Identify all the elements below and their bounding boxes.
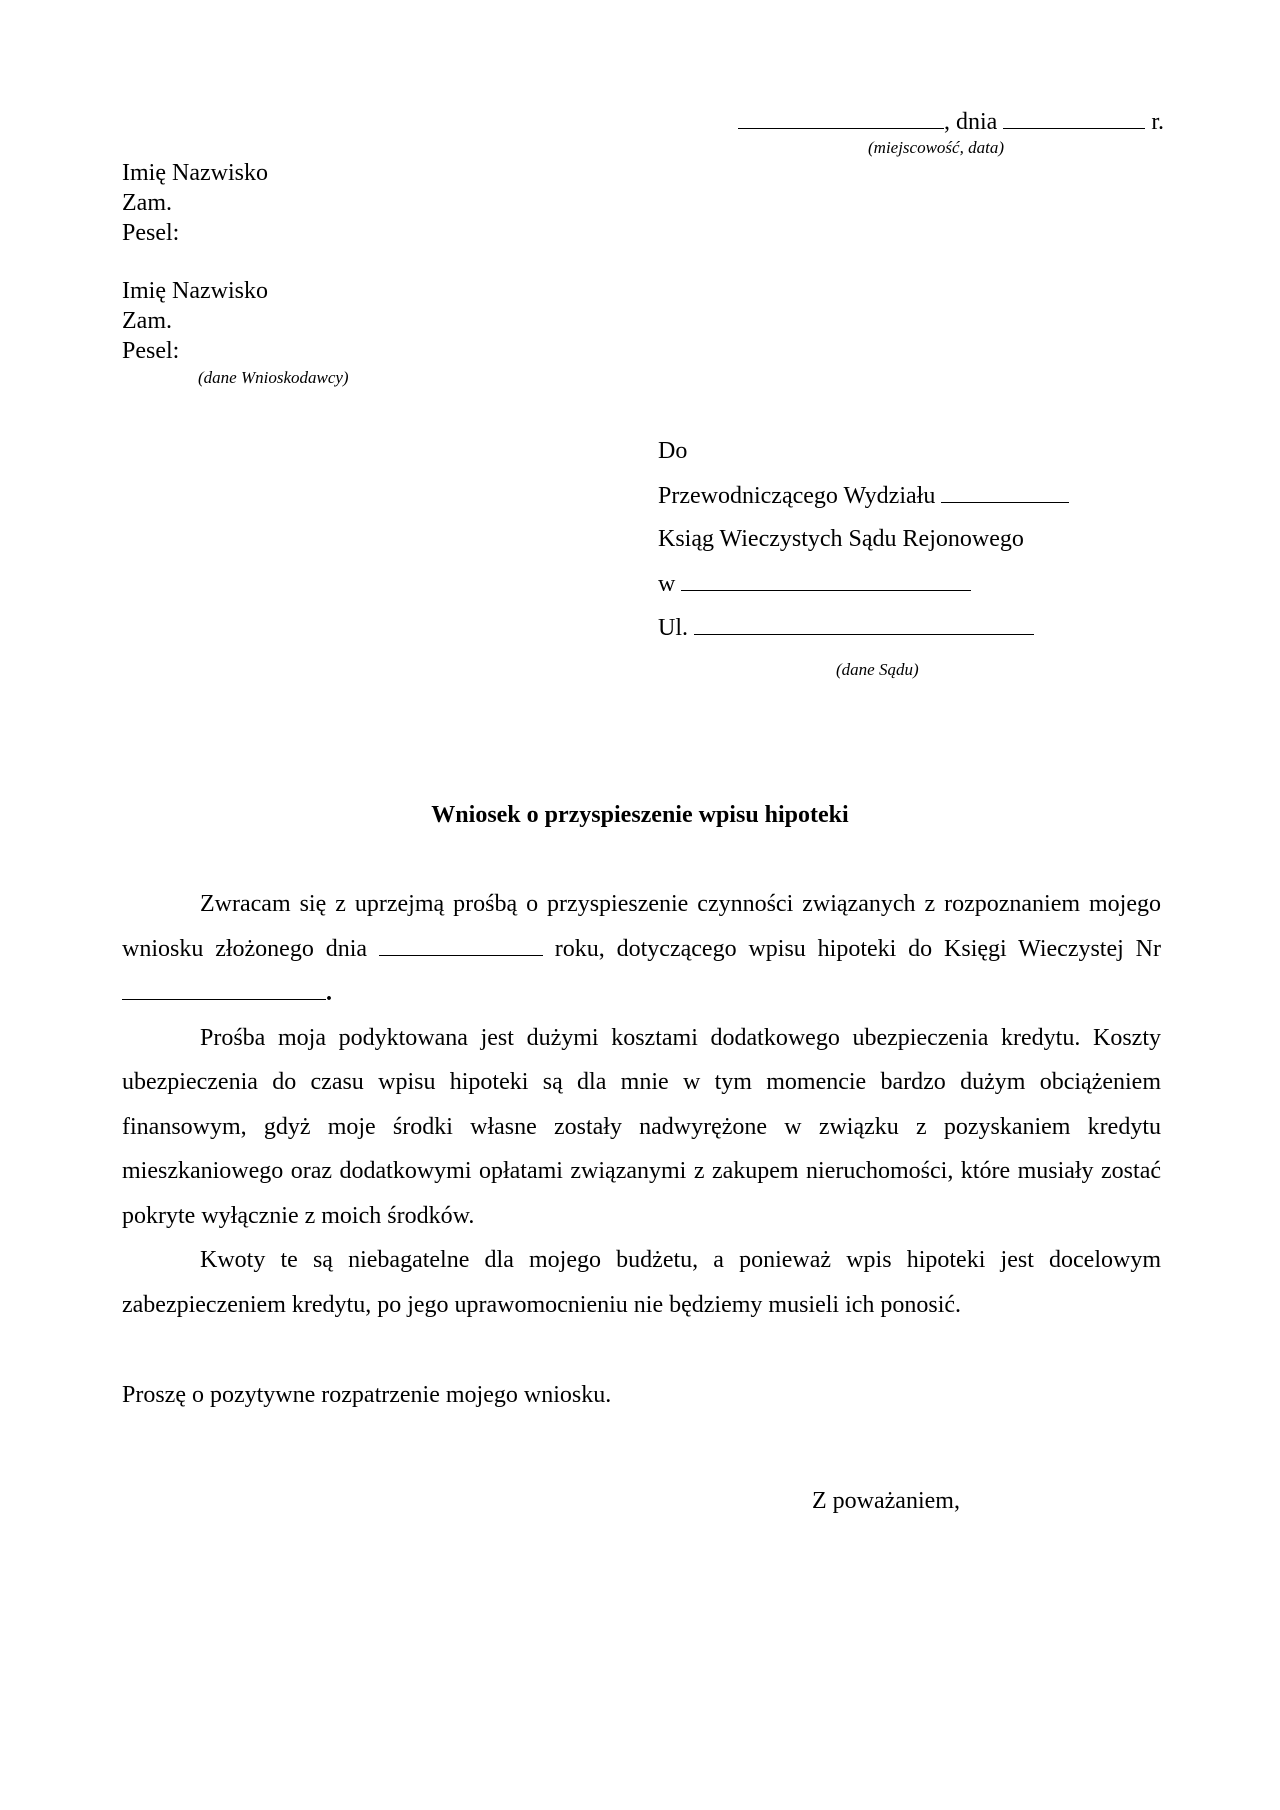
court-street-line — [658, 612, 1069, 656]
court-department-blank[interactable] — [941, 480, 1069, 503]
court-city-prefix: w — [658, 571, 676, 597]
court-city-blank[interactable] — [681, 568, 971, 591]
body-paragraph-3: Kwoty te są niebagatelne dla mojego budżetu, a ponieważ wpis hipoteki jest docelowym zabezpieczeniem kredytu, po jego uprawomocnieniu nie będziemy musieli ich ponosić. — [122, 1247, 1161, 1318]
applicant-address-label: Zam. — [122, 308, 172, 334]
court-street-prefix: Ul. — [658, 615, 688, 641]
submission-date-blank[interactable] — [379, 933, 543, 956]
body-paragraph-1 — [122, 882, 1161, 1016]
closing-sentence: Proszę o pozytywne rozpatrzenie mojego wniosku. — [122, 1382, 612, 1408]
court-to: Do — [658, 438, 688, 464]
court-address-block — [658, 436, 1069, 656]
applicant-caption: (dane Wnioskodawcy) — [198, 368, 349, 387]
body-paragraph-2: Prośba moja podyktowana jest dużymi kosztami dodatkowego ubezpieczenia kredytu. Koszty ubezpieczenia do czasu wpisu hipoteki są dla mnie w tym momencie bardzo dużym obciążeniem finansowym, gdyż moje środki własne zostały nadwyrężone w związku z pozyskaniem kredytu mieszkaniowego oraz dodatkowymi opłatami związanymi z zakupem nieruchomości, które musiały zostać pokryte wyłącznie z moich środków. — [122, 1024, 1161, 1229]
applicant-block-2 — [122, 276, 268, 366]
applicant-address-label: Zam. — [122, 190, 172, 216]
applicant-name: Imię Nazwisko — [122, 278, 268, 304]
date-suffix: r. — [1151, 109, 1164, 135]
court-street-blank[interactable] — [694, 612, 1034, 635]
body-p1-part-b: roku, dotyczącego wpisu hipoteki do Księgi Wieczystej Nr — [554, 935, 1161, 962]
date-dnia-label: , dnia — [944, 109, 998, 135]
court-department-label: Przewodniczącego Wydziału — [658, 483, 936, 509]
applicant-pesel-label: Pesel: — [122, 338, 180, 364]
regards: Z poważaniem, — [812, 1488, 960, 1514]
body-p1-part-a: Zwracam się z uprzejmą prośbą o przyspieszenie czynności związanych z rozpoznaniem mojego wniosku złożonego dnia — [122, 891, 1161, 962]
document-body — [122, 882, 1161, 1327]
applicant-name: Imię Nazwisko — [122, 160, 268, 186]
applicant-pesel-label: Pesel: — [122, 220, 180, 246]
document-title: Wniosek o przyspieszenie wpisu hipoteki — [431, 802, 849, 828]
court-city-line — [658, 568, 1069, 612]
land-register-number-blank[interactable] — [122, 977, 326, 1000]
date-blank[interactable] — [1003, 106, 1145, 129]
court-line-1 — [658, 480, 1069, 524]
date-caption: (miejscowość, data) — [868, 138, 1004, 157]
date-line — [738, 106, 1164, 137]
court-caption: (dane Sądu) — [836, 660, 919, 679]
place-blank[interactable] — [738, 106, 944, 129]
applicant-block-1 — [122, 158, 268, 248]
body-p1-part-c: . — [326, 980, 332, 1006]
court-line-2: Ksiąg Wieczystych Sądu Rejonowego — [658, 526, 1024, 552]
